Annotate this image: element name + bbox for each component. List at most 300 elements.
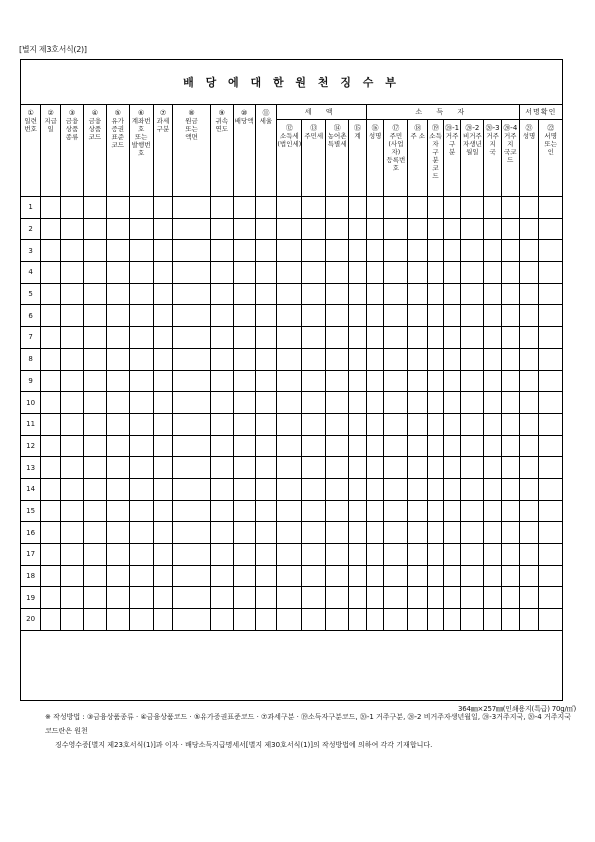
- entry-cell[interactable]: [484, 262, 502, 284]
- entry-cell[interactable]: [255, 283, 277, 305]
- entry-cell[interactable]: [349, 305, 367, 327]
- entry-cell[interactable]: [408, 457, 428, 479]
- entry-cell[interactable]: [106, 197, 129, 219]
- entry-cell[interactable]: [461, 609, 484, 631]
- entry-cell[interactable]: [61, 327, 84, 349]
- entry-cell[interactable]: [41, 392, 61, 414]
- entry-cell[interactable]: [255, 262, 277, 284]
- entry-cell[interactable]: [153, 327, 173, 349]
- entry-cell[interactable]: [41, 609, 61, 631]
- entry-cell[interactable]: [484, 587, 502, 609]
- entry-cell[interactable]: [366, 370, 384, 392]
- entry-cell[interactable]: [366, 305, 384, 327]
- entry-cell[interactable]: [384, 413, 408, 435]
- entry-cell[interactable]: [153, 262, 173, 284]
- entry-cell[interactable]: [539, 587, 562, 609]
- entry-cell[interactable]: [428, 413, 444, 435]
- entry-cell[interactable]: [539, 435, 562, 457]
- entry-cell[interactable]: [539, 348, 562, 370]
- entry-cell[interactable]: [349, 392, 367, 414]
- entry-cell[interactable]: [501, 283, 519, 305]
- entry-cell[interactable]: [129, 240, 153, 262]
- entry-cell[interactable]: [41, 478, 61, 500]
- entry-cell[interactable]: [61, 457, 84, 479]
- entry-cell[interactable]: [233, 370, 255, 392]
- entry-cell[interactable]: [233, 457, 255, 479]
- entry-cell[interactable]: [233, 348, 255, 370]
- entry-cell[interactable]: [83, 478, 106, 500]
- entry-cell[interactable]: [408, 283, 428, 305]
- entry-cell[interactable]: [83, 305, 106, 327]
- entry-cell[interactable]: [519, 218, 539, 240]
- entry-cell[interactable]: [210, 457, 233, 479]
- entry-cell[interactable]: [129, 522, 153, 544]
- entry-cell[interactable]: [408, 435, 428, 457]
- entry-cell[interactable]: [129, 218, 153, 240]
- entry-cell[interactable]: [443, 413, 461, 435]
- entry-cell[interactable]: [173, 413, 210, 435]
- entry-cell[interactable]: [153, 435, 173, 457]
- entry-cell[interactable]: [519, 544, 539, 566]
- entry-cell[interactable]: [539, 262, 562, 284]
- entry-cell[interactable]: [501, 478, 519, 500]
- entry-cell[interactable]: [326, 370, 349, 392]
- entry-cell[interactable]: [326, 413, 349, 435]
- entry-cell[interactable]: [326, 522, 349, 544]
- entry-cell[interactable]: [41, 413, 61, 435]
- entry-cell[interactable]: [501, 435, 519, 457]
- entry-cell[interactable]: [519, 370, 539, 392]
- entry-cell[interactable]: [255, 197, 277, 219]
- entry-cell[interactable]: [210, 197, 233, 219]
- entry-cell[interactable]: [173, 500, 210, 522]
- entry-cell[interactable]: [277, 565, 302, 587]
- entry-cell[interactable]: [61, 587, 84, 609]
- entry-cell[interactable]: [443, 283, 461, 305]
- entry-cell[interactable]: [461, 348, 484, 370]
- entry-cell[interactable]: [461, 218, 484, 240]
- entry-cell[interactable]: [153, 392, 173, 414]
- entry-cell[interactable]: [83, 609, 106, 631]
- entry-cell[interactable]: [153, 305, 173, 327]
- entry-cell[interactable]: [501, 197, 519, 219]
- entry-cell[interactable]: [384, 544, 408, 566]
- entry-cell[interactable]: [173, 609, 210, 631]
- entry-cell[interactable]: [210, 587, 233, 609]
- entry-cell[interactable]: [428, 565, 444, 587]
- entry-cell[interactable]: [41, 240, 61, 262]
- entry-cell[interactable]: [41, 500, 61, 522]
- entry-cell[interactable]: [210, 500, 233, 522]
- entry-cell[interactable]: [106, 283, 129, 305]
- entry-cell[interactable]: [277, 457, 302, 479]
- entry-cell[interactable]: [129, 544, 153, 566]
- entry-cell[interactable]: [255, 327, 277, 349]
- entry-cell[interactable]: [326, 587, 349, 609]
- entry-cell[interactable]: [83, 522, 106, 544]
- entry-cell[interactable]: [173, 370, 210, 392]
- entry-cell[interactable]: [539, 305, 562, 327]
- entry-cell[interactable]: [501, 457, 519, 479]
- entry-cell[interactable]: [366, 565, 384, 587]
- entry-cell[interactable]: [61, 522, 84, 544]
- entry-cell[interactable]: [326, 500, 349, 522]
- entry-cell[interactable]: [349, 327, 367, 349]
- entry-cell[interactable]: [384, 522, 408, 544]
- entry-cell[interactable]: [428, 370, 444, 392]
- entry-cell[interactable]: [349, 413, 367, 435]
- entry-cell[interactable]: [384, 240, 408, 262]
- entry-cell[interactable]: [210, 609, 233, 631]
- entry-cell[interactable]: [61, 609, 84, 631]
- entry-cell[interactable]: [428, 435, 444, 457]
- entry-cell[interactable]: [173, 305, 210, 327]
- entry-cell[interactable]: [210, 392, 233, 414]
- entry-cell[interactable]: [519, 522, 539, 544]
- entry-cell[interactable]: [210, 544, 233, 566]
- entry-cell[interactable]: [83, 370, 106, 392]
- entry-cell[interactable]: [173, 478, 210, 500]
- entry-cell[interactable]: [106, 262, 129, 284]
- entry-cell[interactable]: [210, 348, 233, 370]
- entry-cell[interactable]: [173, 348, 210, 370]
- entry-cell[interactable]: [277, 197, 302, 219]
- entry-cell[interactable]: [443, 348, 461, 370]
- entry-cell[interactable]: [408, 348, 428, 370]
- entry-cell[interactable]: [326, 327, 349, 349]
- entry-cell[interactable]: [61, 348, 84, 370]
- entry-cell[interactable]: [61, 565, 84, 587]
- entry-cell[interactable]: [349, 609, 367, 631]
- entry-cell[interactable]: [461, 197, 484, 219]
- entry-cell[interactable]: [519, 283, 539, 305]
- entry-cell[interactable]: [349, 348, 367, 370]
- entry-cell[interactable]: [173, 565, 210, 587]
- entry-cell[interactable]: [539, 413, 562, 435]
- entry-cell[interactable]: [255, 370, 277, 392]
- entry-cell[interactable]: [41, 327, 61, 349]
- entry-cell[interactable]: [302, 457, 326, 479]
- entry-cell[interactable]: [501, 413, 519, 435]
- entry-cell[interactable]: [366, 262, 384, 284]
- entry-cell[interactable]: [408, 522, 428, 544]
- entry-cell[interactable]: [349, 197, 367, 219]
- entry-cell[interactable]: [461, 457, 484, 479]
- entry-cell[interactable]: [501, 240, 519, 262]
- entry-cell[interactable]: [83, 197, 106, 219]
- entry-cell[interactable]: [326, 240, 349, 262]
- entry-cell[interactable]: [428, 500, 444, 522]
- entry-cell[interactable]: [302, 305, 326, 327]
- entry-cell[interactable]: [233, 283, 255, 305]
- entry-cell[interactable]: [41, 587, 61, 609]
- entry-cell[interactable]: [302, 544, 326, 566]
- entry-cell[interactable]: [326, 435, 349, 457]
- entry-cell[interactable]: [302, 413, 326, 435]
- entry-cell[interactable]: [302, 348, 326, 370]
- entry-cell[interactable]: [233, 609, 255, 631]
- entry-cell[interactable]: [539, 565, 562, 587]
- entry-cell[interactable]: [233, 218, 255, 240]
- entry-cell[interactable]: [349, 370, 367, 392]
- entry-cell[interactable]: [277, 522, 302, 544]
- entry-cell[interactable]: [349, 522, 367, 544]
- entry-cell[interactable]: [83, 283, 106, 305]
- entry-cell[interactable]: [61, 197, 84, 219]
- entry-cell[interactable]: [210, 413, 233, 435]
- entry-cell[interactable]: [61, 413, 84, 435]
- entry-cell[interactable]: [366, 478, 384, 500]
- entry-cell[interactable]: [153, 370, 173, 392]
- entry-cell[interactable]: [539, 218, 562, 240]
- entry-cell[interactable]: [61, 500, 84, 522]
- entry-cell[interactable]: [61, 283, 84, 305]
- entry-cell[interactable]: [61, 218, 84, 240]
- entry-cell[interactable]: [233, 413, 255, 435]
- entry-cell[interactable]: [519, 197, 539, 219]
- entry-cell[interactable]: [408, 413, 428, 435]
- entry-cell[interactable]: [83, 218, 106, 240]
- entry-cell[interactable]: [173, 197, 210, 219]
- entry-cell[interactable]: [366, 327, 384, 349]
- entry-cell[interactable]: [233, 478, 255, 500]
- entry-cell[interactable]: [443, 544, 461, 566]
- entry-cell[interactable]: [428, 544, 444, 566]
- entry-cell[interactable]: [484, 218, 502, 240]
- entry-cell[interactable]: [484, 283, 502, 305]
- entry-cell[interactable]: [302, 240, 326, 262]
- entry-cell[interactable]: [428, 587, 444, 609]
- entry-cell[interactable]: [302, 500, 326, 522]
- entry-cell[interactable]: [173, 435, 210, 457]
- entry-cell[interactable]: [408, 327, 428, 349]
- entry-cell[interactable]: [366, 522, 384, 544]
- entry-cell[interactable]: [129, 305, 153, 327]
- entry-cell[interactable]: [106, 565, 129, 587]
- entry-cell[interactable]: [41, 370, 61, 392]
- entry-cell[interactable]: [484, 197, 502, 219]
- entry-cell[interactable]: [106, 413, 129, 435]
- entry-cell[interactable]: [277, 392, 302, 414]
- entry-cell[interactable]: [129, 327, 153, 349]
- entry-cell[interactable]: [408, 392, 428, 414]
- entry-cell[interactable]: [106, 500, 129, 522]
- entry-cell[interactable]: [326, 565, 349, 587]
- entry-cell[interactable]: [443, 305, 461, 327]
- entry-cell[interactable]: [443, 565, 461, 587]
- entry-cell[interactable]: [539, 197, 562, 219]
- entry-cell[interactable]: [233, 392, 255, 414]
- entry-cell[interactable]: [349, 457, 367, 479]
- entry-cell[interactable]: [326, 262, 349, 284]
- entry-cell[interactable]: [349, 565, 367, 587]
- entry-cell[interactable]: [484, 544, 502, 566]
- entry-cell[interactable]: [106, 348, 129, 370]
- entry-cell[interactable]: [106, 587, 129, 609]
- entry-cell[interactable]: [349, 544, 367, 566]
- entry-cell[interactable]: [210, 240, 233, 262]
- entry-cell[interactable]: [106, 609, 129, 631]
- entry-cell[interactable]: [233, 587, 255, 609]
- entry-cell[interactable]: [408, 262, 428, 284]
- entry-cell[interactable]: [349, 478, 367, 500]
- entry-cell[interactable]: [173, 392, 210, 414]
- entry-cell[interactable]: [501, 348, 519, 370]
- entry-cell[interactable]: [41, 218, 61, 240]
- entry-cell[interactable]: [443, 197, 461, 219]
- entry-cell[interactable]: [461, 262, 484, 284]
- entry-cell[interactable]: [255, 522, 277, 544]
- entry-cell[interactable]: [519, 413, 539, 435]
- entry-cell[interactable]: [326, 544, 349, 566]
- entry-cell[interactable]: [233, 435, 255, 457]
- entry-cell[interactable]: [153, 240, 173, 262]
- entry-cell[interactable]: [255, 587, 277, 609]
- entry-cell[interactable]: [443, 240, 461, 262]
- entry-cell[interactable]: [41, 522, 61, 544]
- entry-cell[interactable]: [366, 544, 384, 566]
- entry-cell[interactable]: [302, 218, 326, 240]
- entry-cell[interactable]: [349, 283, 367, 305]
- entry-cell[interactable]: [173, 327, 210, 349]
- entry-cell[interactable]: [153, 413, 173, 435]
- entry-cell[interactable]: [501, 370, 519, 392]
- entry-cell[interactable]: [153, 500, 173, 522]
- entry-cell[interactable]: [255, 478, 277, 500]
- entry-cell[interactable]: [519, 609, 539, 631]
- entry-cell[interactable]: [153, 522, 173, 544]
- entry-cell[interactable]: [326, 457, 349, 479]
- entry-cell[interactable]: [366, 500, 384, 522]
- entry-cell[interactable]: [61, 305, 84, 327]
- entry-cell[interactable]: [210, 370, 233, 392]
- entry-cell[interactable]: [129, 262, 153, 284]
- entry-cell[interactable]: [153, 283, 173, 305]
- entry-cell[interactable]: [277, 218, 302, 240]
- entry-cell[interactable]: [302, 522, 326, 544]
- entry-cell[interactable]: [233, 522, 255, 544]
- entry-cell[interactable]: [255, 392, 277, 414]
- entry-cell[interactable]: [153, 544, 173, 566]
- entry-cell[interactable]: [83, 392, 106, 414]
- entry-cell[interactable]: [384, 370, 408, 392]
- entry-cell[interactable]: [326, 305, 349, 327]
- entry-cell[interactable]: [83, 413, 106, 435]
- entry-cell[interactable]: [129, 609, 153, 631]
- entry-cell[interactable]: [484, 478, 502, 500]
- entry-cell[interactable]: [519, 435, 539, 457]
- entry-cell[interactable]: [129, 392, 153, 414]
- entry-cell[interactable]: [484, 500, 502, 522]
- entry-cell[interactable]: [461, 283, 484, 305]
- entry-cell[interactable]: [129, 587, 153, 609]
- entry-cell[interactable]: [326, 392, 349, 414]
- entry-cell[interactable]: [326, 478, 349, 500]
- entry-cell[interactable]: [277, 413, 302, 435]
- entry-cell[interactable]: [255, 609, 277, 631]
- entry-cell[interactable]: [255, 435, 277, 457]
- entry-cell[interactable]: [233, 197, 255, 219]
- entry-cell[interactable]: [461, 240, 484, 262]
- entry-cell[interactable]: [443, 370, 461, 392]
- entry-cell[interactable]: [366, 587, 384, 609]
- entry-cell[interactable]: [153, 218, 173, 240]
- entry-cell[interactable]: [408, 370, 428, 392]
- entry-cell[interactable]: [83, 587, 106, 609]
- entry-cell[interactable]: [106, 478, 129, 500]
- entry-cell[interactable]: [501, 565, 519, 587]
- entry-cell[interactable]: [428, 457, 444, 479]
- entry-cell[interactable]: [428, 522, 444, 544]
- entry-cell[interactable]: [129, 500, 153, 522]
- entry-cell[interactable]: [106, 240, 129, 262]
- entry-cell[interactable]: [41, 435, 61, 457]
- entry-cell[interactable]: [83, 544, 106, 566]
- entry-cell[interactable]: [484, 413, 502, 435]
- entry-cell[interactable]: [349, 587, 367, 609]
- entry-cell[interactable]: [106, 218, 129, 240]
- entry-cell[interactable]: [233, 327, 255, 349]
- entry-cell[interactable]: [106, 370, 129, 392]
- entry-cell[interactable]: [461, 544, 484, 566]
- entry-cell[interactable]: [153, 587, 173, 609]
- entry-cell[interactable]: [461, 370, 484, 392]
- entry-cell[interactable]: [61, 392, 84, 414]
- entry-cell[interactable]: [408, 587, 428, 609]
- entry-cell[interactable]: [366, 197, 384, 219]
- entry-cell[interactable]: [83, 565, 106, 587]
- entry-cell[interactable]: [173, 587, 210, 609]
- entry-cell[interactable]: [326, 218, 349, 240]
- entry-cell[interactable]: [428, 262, 444, 284]
- entry-cell[interactable]: [277, 370, 302, 392]
- entry-cell[interactable]: [106, 327, 129, 349]
- entry-cell[interactable]: [519, 478, 539, 500]
- entry-cell[interactable]: [277, 262, 302, 284]
- entry-cell[interactable]: [428, 327, 444, 349]
- entry-cell[interactable]: [210, 327, 233, 349]
- entry-cell[interactable]: [61, 435, 84, 457]
- entry-cell[interactable]: [106, 522, 129, 544]
- entry-cell[interactable]: [443, 392, 461, 414]
- entry-cell[interactable]: [384, 587, 408, 609]
- entry-cell[interactable]: [384, 283, 408, 305]
- entry-cell[interactable]: [173, 457, 210, 479]
- entry-cell[interactable]: [443, 478, 461, 500]
- entry-cell[interactable]: [443, 500, 461, 522]
- entry-cell[interactable]: [366, 218, 384, 240]
- entry-cell[interactable]: [233, 544, 255, 566]
- entry-cell[interactable]: [153, 478, 173, 500]
- entry-cell[interactable]: [277, 500, 302, 522]
- entry-cell[interactable]: [349, 240, 367, 262]
- entry-cell[interactable]: [173, 544, 210, 566]
- entry-cell[interactable]: [41, 544, 61, 566]
- entry-cell[interactable]: [129, 197, 153, 219]
- entry-cell[interactable]: [519, 500, 539, 522]
- entry-cell[interactable]: [106, 457, 129, 479]
- entry-cell[interactable]: [501, 305, 519, 327]
- entry-cell[interactable]: [461, 478, 484, 500]
- entry-cell[interactable]: [210, 262, 233, 284]
- entry-cell[interactable]: [443, 327, 461, 349]
- entry-cell[interactable]: [83, 500, 106, 522]
- entry-cell[interactable]: [519, 240, 539, 262]
- entry-cell[interactable]: [210, 283, 233, 305]
- entry-cell[interactable]: [443, 587, 461, 609]
- entry-cell[interactable]: [277, 327, 302, 349]
- entry-cell[interactable]: [366, 609, 384, 631]
